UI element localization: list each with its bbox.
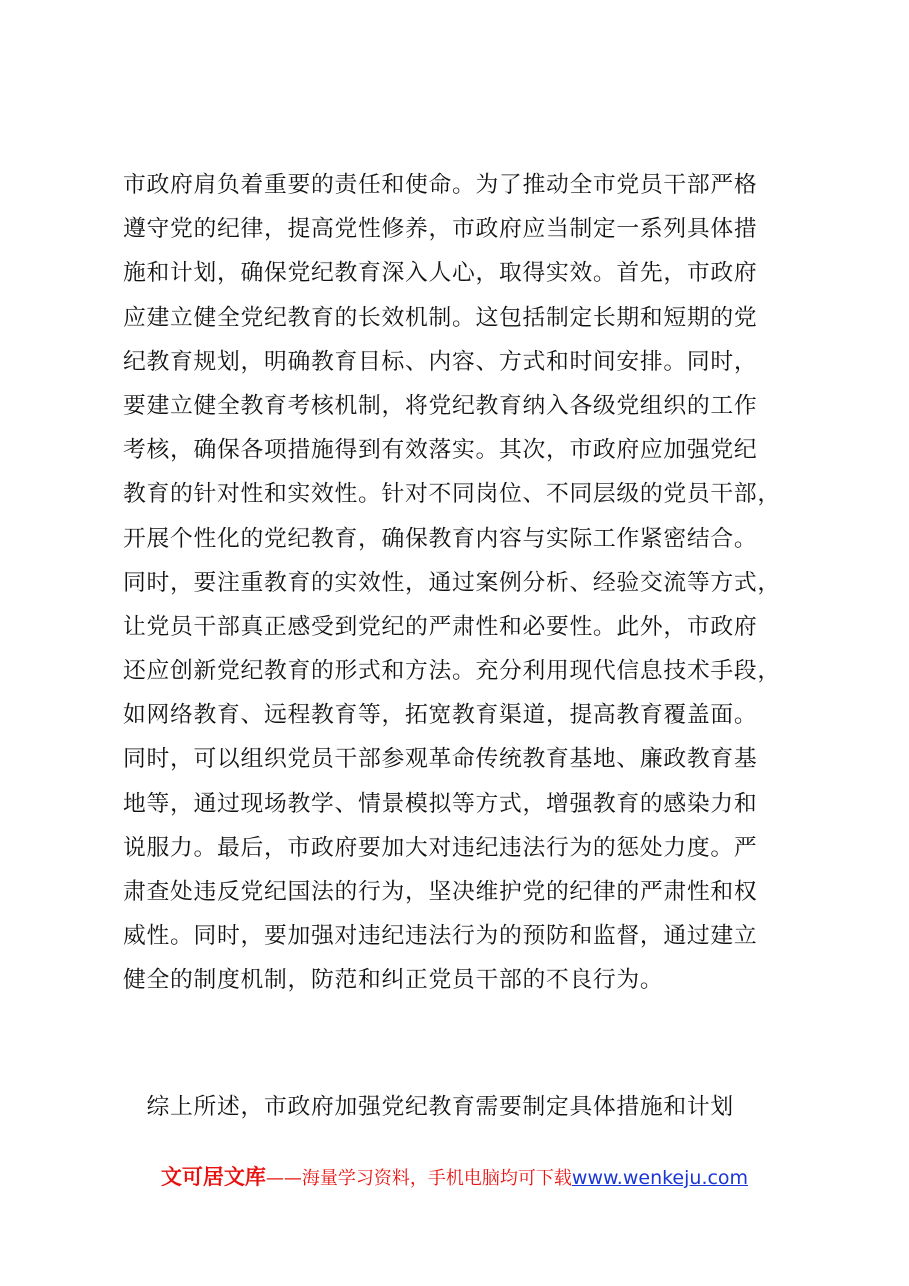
footer-website-link[interactable]: www.wenkeju.com [571,1167,749,1189]
paragraph-line: 遵守党的纪律，提高党性修养，市政府应当制定一系列具体措 [123,216,758,243]
paragraph-line: 如网络教育、远程教育等，拓宽教育渠道，提高教育覆盖面。 [123,702,758,729]
paragraph-line: 健全的制度机制，防范和纠正党员干部的不良行为。 [123,967,664,994]
paragraph-line: 考核，确保各项措施得到有效落实。其次，市政府应加强党纪 [123,437,758,464]
paragraph-line: 开展个性化的党纪教育，确保教育内容与实际工作紧密结合。 [123,525,758,552]
paragraph-2 [123,1085,823,1129]
paragraph-line: 施和计划，确保党纪教育深入人心，取得实效。首先，市政府 [123,260,758,287]
paragraph-line: 地等，通过现场教学、情景模拟等方式，增强教育的感染力和 [123,790,758,817]
paragraph-line: 说服力。最后，市政府要加大对违纪违法行为的惩处力度。严 [123,834,758,861]
paragraph-line: 市政府肩负着重要的责任和使命。为了推动全市党员干部严格 [123,172,758,198]
paragraph-line: 让党员干部真正感受到党纪的严肃性和必要性。此外，市政府 [123,613,758,640]
paragraph-line: 应建立健全党纪教育的长效机制。这包括制定长期和短期的党 [123,304,758,331]
footer-brand: 文可居文库 [160,1165,266,1189]
paragraph-line: 威性。同时，要加强对违纪违法行为的预防和监督，通过建立 [123,923,758,950]
paragraph-line: 要建立健全教育考核机制，将党纪教育纳入各级党组织的工作 [123,392,758,419]
paragraph-line: 肃查处违反党纪国法的行为，坚决维护党的纪律的严肃性和权 [123,879,758,905]
paragraph-1 [123,163,823,1003]
paragraph-line: 同时，要注重教育的实效性，通过案例分析、经验交流等方式， [123,569,781,596]
paragraph-line: 同时，可以组织党员干部参观革命传统教育基地、廉政教育基 [123,746,758,773]
paragraph-line: 教育的针对性和实效性。针对不同岗位、不同层级的党员干部， [123,481,781,508]
footer-tagline: ——海量学习资料，手机电脑均可下载 [265,1168,572,1189]
paragraph-line: 还应创新党纪教育的形式和方法。充分利用现代信息技术手段， [123,658,781,685]
paragraph-line: 纪教育规划，明确教育目标、内容、方式和时间安排。同时， [123,348,758,375]
footer-banner [0,1162,909,1194]
paragraph-line: 综上所述，市政府加强党纪教育需要制定具体措施和计划 [123,1094,734,1120]
